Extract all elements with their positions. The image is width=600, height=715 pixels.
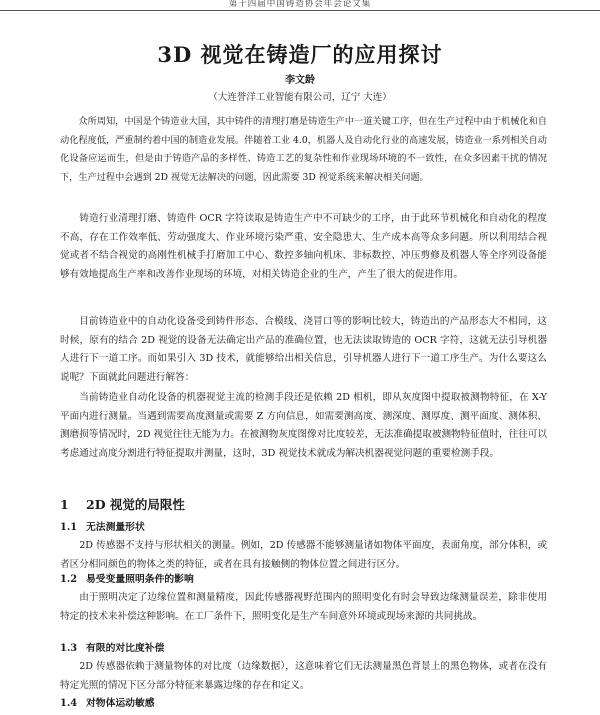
section-heading [60, 497, 185, 513]
subsection-heading [60, 697, 155, 711]
header-rule [0, 10, 600, 11]
paper-affiliation: （大连誉洋工业智能有限公司，辽宁 大连） [208, 92, 392, 103]
body-paragraph-3: 当前铸造业自动化设备的机器视觉主流的检测手段还是依赖 2D 相机，即从灰度图中提取被测物特征，在 X-Y 平面内进行测量。当遇到需要高度测量或需要 Z 方向信息，如需要测高度、测深度、测厚度、测平面度、测体积、测磨损等情况时，2D 视觉往往无能为力。在被测物灰度图像对比度较差，无法准确提取被测物特征值时，往往可以考虑通过高度分割进行特征提取并测量，这时，3D 视觉技术就成为解决机器视觉问题的重要检测手段。 [60, 392, 547, 459]
subsection-number: 1.2 [60, 574, 78, 585]
subsection-number: 1.1 [60, 522, 78, 533]
subsection-heading [60, 573, 194, 587]
body-paragraph-1: 铸造行业清理打磨、铸造件 OCR 字符读取是铸造生产中不可缺少的工序，由于此环节机械化和自动化的程度不高，存在工作效率低、劳动强度大、作业环境污染严重、安全隐患大、生产成本高等众多问题。所以利用结合视觉或者不结合视觉的高刚性机械手打磨加工中心、数控多轴向机床、非标数控、冲压剪修及机器人等全序列设备能够有效地提高生产率和改善作业现场的环境，对相关铸造企业的生产，产生了很大的促进作用。 [60, 213, 547, 280]
subsection-number: 1.3 [60, 643, 78, 654]
subsection-paragraph: 2D 传感器不支持与形状相关的测量。例如，2D 传感器不能够测量诸如物体平面度，表面角度，部分体积，或者区分相同颜色的物体之类的特征，或者在具有接触侧的物体位置之间进行区分。 [60, 540, 547, 570]
subsection-title: 无法测量形状 [86, 522, 145, 533]
subsection-number: 1.4 [60, 698, 78, 709]
subsection-heading [60, 521, 145, 535]
subsection-title: 对物体运动敏感 [86, 698, 155, 709]
running-header-text: 第十四届中国铸造协会年会论文集 [228, 0, 372, 9]
paper-author: 李文龄 [285, 75, 315, 86]
subsection-title: 有限的对比度补偿 [86, 643, 165, 654]
body-paragraph-2: 目前铸造业中的自动化设备受到铸件形态、合模线、浇冒口等的影响比较大，铸造出的产品形态大不相同，这时候，原有的结合 2D 视觉的设备无法确定出产品的准确位置，也无法读取铸造的 OCR 字符，这就无法引导机器人进行下一道工序。而如果引入 3D 技术，就能够给出相关信息，引导机器人进行下一道工序生产。为什么要这么说呢？下面就此问题进行解答： [60, 316, 547, 383]
subsection-title: 易受变量照明条件的影响 [86, 574, 194, 585]
running-header [0, 0, 600, 13]
section-number: 1 [60, 497, 69, 512]
intro-paragraph: 众所周知，中国是个铸造业大国，其中铸件的清理打磨是铸造生产中一道关键工序，但在生产过程中由于机械化和自动化程度低，严重制约着中国的制造业发展。伴随着工业 4.0，机器人及自动化行业的高速发展，铸造业一系列相关自动化设备应运而生，但是由于铸造产品的多样性、铸造工艺的复杂性和作业现场环境的不一致性，在众多因素干扰的情况下，生产过程中会遇到 2D 视觉无法解决的问题，因此需要 3D 视觉系统来解决相关问题。 [60, 116, 547, 184]
subsection-paragraph: 由于照明决定了边缘位置和测量精度，因此传感器视野范围内的照明变化有时会导致边缘测量误差，除非使用特定的技术来补偿这种影响。在工厂条件下，照明变化是生产车间意外环境或现场来源的共同挑战。 [60, 592, 547, 622]
paper-title: 3D 视觉在铸造厂的应用探讨 [157, 42, 443, 67]
subsection-paragraph: 2D 传感器依赖于测量物体的对比度（边缘数据），这意味着它们无法测量黑色背景上的黑色物体，或者在没有特定光照的情况下区分部分特征来暴露边缘的存在和定义。 [60, 661, 547, 691]
subsection-heading [60, 642, 164, 656]
section-title: 2D 视觉的局限性 [86, 497, 185, 512]
